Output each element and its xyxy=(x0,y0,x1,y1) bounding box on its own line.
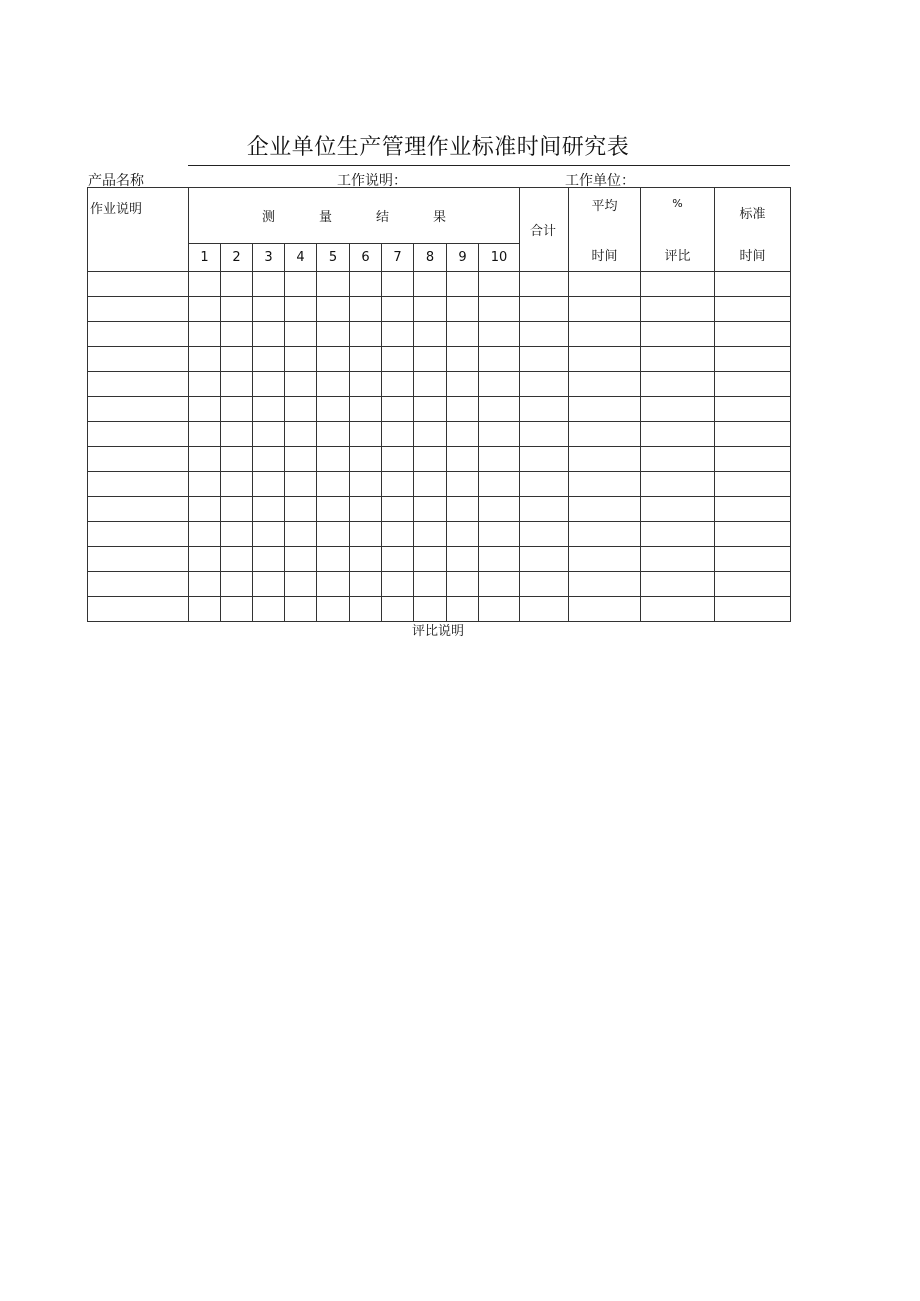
measurement-results-header xyxy=(189,188,520,244)
entry-cell[interactable] xyxy=(641,547,715,572)
entry-cell[interactable] xyxy=(317,422,350,447)
operation-cell[interactable] xyxy=(88,547,189,572)
table-row xyxy=(88,322,791,347)
standard-time-header xyxy=(715,188,791,272)
entry-cell[interactable] xyxy=(641,297,715,322)
entry-cell[interactable] xyxy=(414,422,447,447)
entry-cell[interactable] xyxy=(221,397,253,422)
entry-cell[interactable] xyxy=(317,322,350,347)
table-row xyxy=(88,572,791,597)
operation-cell[interactable] xyxy=(88,597,189,622)
entry-cell[interactable] xyxy=(520,297,569,322)
table-row xyxy=(88,472,791,497)
entry-cell[interactable] xyxy=(285,422,317,447)
entry-cell[interactable] xyxy=(447,422,479,447)
entry-cell[interactable] xyxy=(520,322,569,347)
entry-cell[interactable] xyxy=(414,297,447,322)
entry-cell[interactable] xyxy=(350,272,382,297)
trial-number: 8 xyxy=(414,243,447,271)
entry-cell[interactable] xyxy=(350,422,382,447)
entry-cell[interactable] xyxy=(641,572,715,597)
entry-cell[interactable] xyxy=(447,522,479,547)
trial-number: 5 xyxy=(317,243,350,271)
entry-cell[interactable] xyxy=(189,572,221,597)
entry-cell[interactable] xyxy=(221,272,253,297)
product-name-label: 产品名称 xyxy=(88,173,144,189)
entry-cell[interactable] xyxy=(221,347,253,372)
entry-cell[interactable] xyxy=(285,597,317,622)
entry-cell[interactable] xyxy=(350,572,382,597)
entry-cell[interactable] xyxy=(253,272,285,297)
table-row xyxy=(88,347,791,372)
entry-cell[interactable] xyxy=(447,472,479,497)
entry-cell[interactable] xyxy=(317,447,350,472)
entry-cell[interactable] xyxy=(641,272,715,297)
average-time-top: 平均 xyxy=(591,199,618,214)
entry-cell[interactable] xyxy=(189,547,221,572)
operation-cell[interactable] xyxy=(88,472,189,497)
entry-cell[interactable] xyxy=(285,447,317,472)
entry-cell[interactable] xyxy=(253,497,285,522)
entry-cell[interactable] xyxy=(520,572,569,597)
operation-header: 作业说明 xyxy=(88,188,189,272)
entry-cell[interactable] xyxy=(479,447,520,472)
operation-cell[interactable] xyxy=(88,422,189,447)
entry-cell[interactable] xyxy=(189,322,221,347)
operation-cell[interactable] xyxy=(88,522,189,547)
entry-cell[interactable] xyxy=(414,472,447,497)
entry-cell[interactable] xyxy=(569,322,641,347)
entry-cell[interactable] xyxy=(447,397,479,422)
entry-cell[interactable] xyxy=(520,347,569,372)
table-row xyxy=(88,422,791,447)
operation-cell[interactable] xyxy=(88,347,189,372)
entry-cell[interactable] xyxy=(447,347,479,372)
entry-cell[interactable] xyxy=(414,347,447,372)
entry-cell[interactable] xyxy=(520,447,569,472)
entry-cell[interactable] xyxy=(350,372,382,397)
measure-char: 结 xyxy=(376,209,390,225)
table-row xyxy=(88,272,791,297)
trial-number: 1 xyxy=(189,243,221,271)
operation-cell[interactable] xyxy=(88,297,189,322)
entry-cell[interactable] xyxy=(382,322,414,347)
entry-cell[interactable] xyxy=(715,347,791,372)
entry-cell[interactable] xyxy=(253,597,285,622)
entry-cell[interactable] xyxy=(350,447,382,472)
entry-cell[interactable] xyxy=(382,522,414,547)
table-row xyxy=(88,447,791,472)
entry-cell[interactable] xyxy=(189,372,221,397)
entry-cell[interactable] xyxy=(414,447,447,472)
table-row xyxy=(88,547,791,572)
entry-cell[interactable] xyxy=(569,347,641,372)
entry-cell[interactable] xyxy=(317,347,350,372)
table-row xyxy=(88,497,791,522)
entry-cell[interactable] xyxy=(253,372,285,397)
entry-cell[interactable] xyxy=(317,497,350,522)
entry-cell[interactable] xyxy=(350,322,382,347)
entry-cell[interactable] xyxy=(569,297,641,322)
entry-cell[interactable] xyxy=(253,297,285,322)
work-unit-label: 工作单位： xyxy=(565,173,635,189)
operation-cell[interactable] xyxy=(88,497,189,522)
measure-char: 果 xyxy=(433,209,447,225)
entry-cell[interactable] xyxy=(479,522,520,547)
entry-cell[interactable] xyxy=(221,422,253,447)
entry-cell[interactable] xyxy=(641,372,715,397)
entry-cell[interactable] xyxy=(479,397,520,422)
entry-cell[interactable] xyxy=(414,272,447,297)
entry-cell[interactable] xyxy=(414,397,447,422)
entry-cell[interactable] xyxy=(253,522,285,547)
entry-cell[interactable] xyxy=(520,422,569,447)
entry-cell[interactable] xyxy=(317,472,350,497)
table-row xyxy=(88,597,791,622)
entry-cell[interactable] xyxy=(569,472,641,497)
entry-cell[interactable] xyxy=(479,297,520,322)
entry-cell[interactable] xyxy=(414,372,447,397)
entry-cell[interactable] xyxy=(414,547,447,572)
entry-cell[interactable] xyxy=(317,297,350,322)
entry-cell[interactable] xyxy=(520,597,569,622)
entry-cell[interactable] xyxy=(641,347,715,372)
entry-cell[interactable] xyxy=(569,597,641,622)
entry-cell[interactable] xyxy=(520,497,569,522)
entry-cell[interactable] xyxy=(189,297,221,322)
entry-cell[interactable] xyxy=(350,547,382,572)
entry-cell[interactable] xyxy=(285,522,317,547)
entry-cell[interactable] xyxy=(189,422,221,447)
entry-cell[interactable] xyxy=(569,447,641,472)
entry-cell[interactable] xyxy=(253,322,285,347)
entry-cell[interactable] xyxy=(414,572,447,597)
operation-cell[interactable] xyxy=(88,322,189,347)
entry-cell[interactable] xyxy=(715,422,791,447)
entry-cell[interactable] xyxy=(189,472,221,497)
entry-cell[interactable] xyxy=(285,297,317,322)
entry-cell[interactable] xyxy=(350,522,382,547)
entry-cell[interactable] xyxy=(382,497,414,522)
entry-cell[interactable] xyxy=(382,397,414,422)
entry-cell[interactable] xyxy=(715,522,791,547)
entry-cell[interactable] xyxy=(520,372,569,397)
entry-cell[interactable] xyxy=(414,522,447,547)
average-time-header xyxy=(569,188,641,272)
entry-cell[interactable] xyxy=(221,522,253,547)
total-header: 合计 xyxy=(520,188,569,272)
entry-cell[interactable] xyxy=(447,372,479,397)
entry-cell[interactable] xyxy=(285,497,317,522)
entry-cell[interactable] xyxy=(317,272,350,297)
entry-cell[interactable] xyxy=(715,397,791,422)
entry-cell[interactable] xyxy=(414,322,447,347)
entry-cell[interactable] xyxy=(221,297,253,322)
trial-number: 6 xyxy=(350,243,382,271)
entry-cell[interactable] xyxy=(641,497,715,522)
entry-cell[interactable] xyxy=(317,597,350,622)
entry-cell[interactable] xyxy=(350,297,382,322)
operation-cell[interactable] xyxy=(88,572,189,597)
entry-cell[interactable] xyxy=(479,422,520,447)
trial-number: 10 xyxy=(479,243,520,271)
entry-cell[interactable] xyxy=(189,597,221,622)
entry-cell[interactable] xyxy=(715,272,791,297)
entry-cell[interactable] xyxy=(715,597,791,622)
entry-cell[interactable] xyxy=(715,572,791,597)
entry-cell[interactable] xyxy=(382,272,414,297)
entry-cell[interactable] xyxy=(447,272,479,297)
measure-char: 测 xyxy=(261,209,275,225)
entry-cell[interactable] xyxy=(520,397,569,422)
entry-cell[interactable] xyxy=(221,547,253,572)
entry-cell[interactable] xyxy=(253,472,285,497)
entry-cell[interactable] xyxy=(641,397,715,422)
operation-cell[interactable] xyxy=(88,447,189,472)
entry-cell[interactable] xyxy=(479,472,520,497)
time-study-table xyxy=(87,187,791,622)
entry-cell[interactable] xyxy=(447,497,479,522)
entry-cell[interactable] xyxy=(382,422,414,447)
entry-cell[interactable] xyxy=(253,422,285,447)
entry-cell[interactable] xyxy=(382,447,414,472)
entry-cell[interactable] xyxy=(569,522,641,547)
entry-cell[interactable] xyxy=(382,297,414,322)
entry-cell[interactable] xyxy=(569,497,641,522)
entry-cell[interactable] xyxy=(569,372,641,397)
standard-time-top: 标准 xyxy=(739,207,766,222)
entry-cell[interactable] xyxy=(317,522,350,547)
table-row xyxy=(88,397,791,422)
entry-cell[interactable] xyxy=(715,472,791,497)
entry-cell[interactable] xyxy=(447,447,479,472)
trial-number: 9 xyxy=(447,243,479,271)
entry-cell[interactable] xyxy=(350,347,382,372)
entry-cell[interactable] xyxy=(189,447,221,472)
entry-cell[interactable] xyxy=(285,472,317,497)
entry-cell[interactable] xyxy=(189,497,221,522)
entry-cell[interactable] xyxy=(569,397,641,422)
entry-cell[interactable] xyxy=(285,572,317,597)
rating-notes-label: 评比说明 xyxy=(411,624,464,639)
entry-cell[interactable] xyxy=(253,447,285,472)
entry-cell[interactable] xyxy=(715,547,791,572)
entry-cell[interactable] xyxy=(285,347,317,372)
entry-cell[interactable] xyxy=(350,497,382,522)
entry-cell[interactable] xyxy=(447,297,479,322)
entry-cell[interactable] xyxy=(447,322,479,347)
page-title: 企业单位生产管理作业标准时间研究表 xyxy=(246,135,630,160)
entry-cell[interactable] xyxy=(641,522,715,547)
entry-cell[interactable] xyxy=(285,372,317,397)
entry-cell[interactable] xyxy=(285,322,317,347)
rating-header xyxy=(641,188,715,272)
entry-cell[interactable] xyxy=(569,272,641,297)
entry-cell[interactable] xyxy=(221,322,253,347)
entry-cell[interactable] xyxy=(382,347,414,372)
measure-char: 量 xyxy=(318,209,332,225)
entry-cell[interactable] xyxy=(479,547,520,572)
entry-cell[interactable] xyxy=(715,322,791,347)
entry-cell[interactable] xyxy=(641,472,715,497)
entry-cell[interactable] xyxy=(253,347,285,372)
entry-cell[interactable] xyxy=(520,272,569,297)
entry-cell[interactable] xyxy=(285,547,317,572)
entry-cell[interactable] xyxy=(447,572,479,597)
entry-cell[interactable] xyxy=(520,522,569,547)
entry-cell[interactable] xyxy=(479,572,520,597)
table-row xyxy=(88,297,791,322)
table-row xyxy=(88,522,791,547)
entry-cell[interactable] xyxy=(414,597,447,622)
entry-cell[interactable] xyxy=(479,272,520,297)
work-description-label: 工作说明： xyxy=(337,173,407,189)
entry-cell[interactable] xyxy=(317,572,350,597)
entry-cell[interactable] xyxy=(447,597,479,622)
average-time-bottom: 时间 xyxy=(591,249,618,264)
entry-cell[interactable] xyxy=(569,547,641,572)
entry-cell[interactable] xyxy=(479,372,520,397)
entry-cell[interactable] xyxy=(189,397,221,422)
entry-cell[interactable] xyxy=(382,597,414,622)
entry-cell[interactable] xyxy=(317,397,350,422)
entry-cell[interactable] xyxy=(715,372,791,397)
entry-cell[interactable] xyxy=(382,572,414,597)
entry-cell[interactable] xyxy=(520,472,569,497)
entry-cell[interactable] xyxy=(382,472,414,497)
entry-cell[interactable] xyxy=(382,372,414,397)
entry-cell[interactable] xyxy=(253,397,285,422)
entry-cell[interactable] xyxy=(569,422,641,447)
entry-cell[interactable] xyxy=(641,322,715,347)
entry-cell[interactable] xyxy=(189,272,221,297)
trial-number: 2 xyxy=(221,243,253,271)
entry-cell[interactable] xyxy=(447,547,479,572)
entry-cell[interactable] xyxy=(715,447,791,472)
entry-cell[interactable] xyxy=(189,522,221,547)
entry-cell[interactable] xyxy=(221,572,253,597)
entry-cell[interactable] xyxy=(479,322,520,347)
entry-cell[interactable] xyxy=(253,572,285,597)
entry-cell[interactable] xyxy=(641,447,715,472)
trial-number: 4 xyxy=(285,243,317,271)
entry-cell[interactable] xyxy=(479,497,520,522)
operation-cell[interactable] xyxy=(88,272,189,297)
entry-cell[interactable] xyxy=(221,372,253,397)
entry-cell[interactable] xyxy=(479,597,520,622)
entry-cell[interactable] xyxy=(569,572,641,597)
entry-cell[interactable] xyxy=(189,347,221,372)
entry-cell[interactable] xyxy=(221,447,253,472)
entry-cell[interactable] xyxy=(350,472,382,497)
entry-cell[interactable] xyxy=(221,597,253,622)
rating-top: % xyxy=(672,197,683,210)
entry-cell[interactable] xyxy=(715,297,791,322)
entry-cell[interactable] xyxy=(382,547,414,572)
rating-bottom: 评比 xyxy=(664,249,691,264)
entry-cell[interactable] xyxy=(414,497,447,522)
entry-cell[interactable] xyxy=(715,497,791,522)
entry-cell[interactable] xyxy=(221,497,253,522)
trial-number: 7 xyxy=(382,243,414,271)
entry-cell[interactable] xyxy=(520,547,569,572)
entry-cell[interactable] xyxy=(285,397,317,422)
entry-cell[interactable] xyxy=(285,272,317,297)
operation-cell[interactable] xyxy=(88,372,189,397)
entry-cell[interactable] xyxy=(317,547,350,572)
entry-cell[interactable] xyxy=(317,372,350,397)
entry-cell[interactable] xyxy=(221,472,253,497)
entry-cell[interactable] xyxy=(479,347,520,372)
trial-number: 3 xyxy=(253,243,285,271)
title-underline xyxy=(188,165,790,166)
entry-cell[interactable] xyxy=(253,547,285,572)
table-row xyxy=(88,372,791,397)
entry-cell[interactable] xyxy=(641,597,715,622)
entry-cell[interactable] xyxy=(350,597,382,622)
operation-cell[interactable] xyxy=(88,397,189,422)
entry-cell[interactable] xyxy=(641,422,715,447)
standard-time-bottom: 时间 xyxy=(739,249,766,264)
entry-cell[interactable] xyxy=(350,397,382,422)
